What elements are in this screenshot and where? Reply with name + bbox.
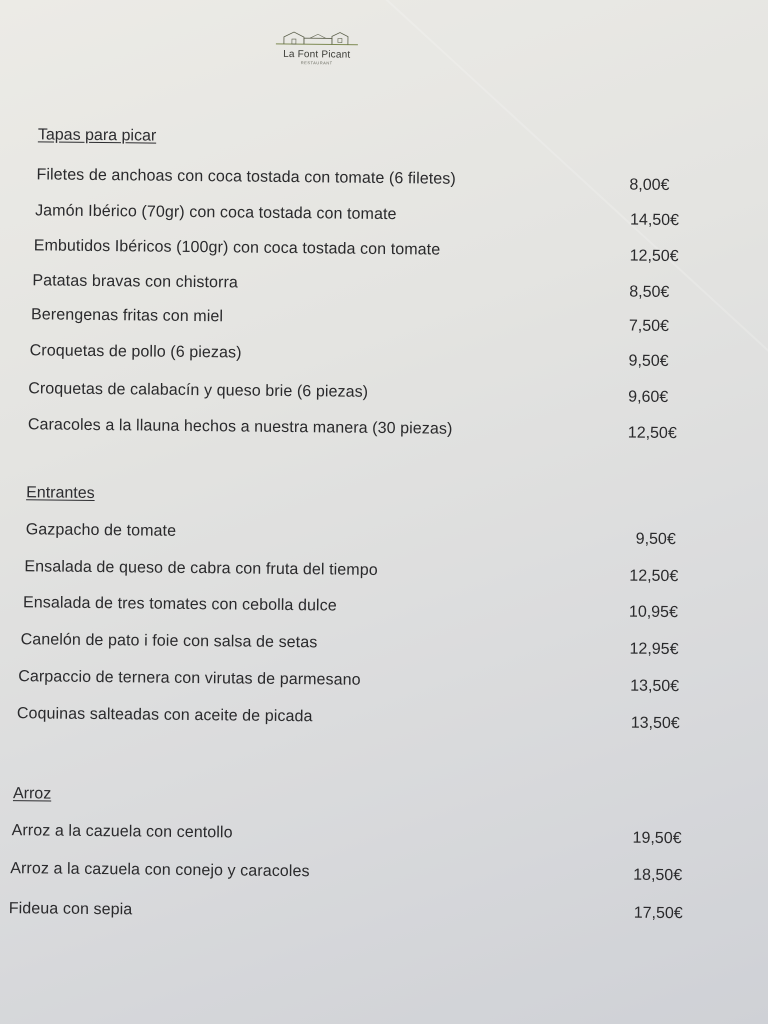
menu-item: Ensalada de queso de cabra con fruta del tiempo (24, 558, 378, 579)
menu-item: Canelón de pato i foie con salsa de setas (20, 631, 318, 652)
restaurant-name: La Font Picant (283, 48, 351, 61)
menu-item: Arroz a la cazuela con conejo y caracoles (10, 860, 310, 881)
menu-item: Croquetas de calabacín y queso brie (6 piezas) (28, 380, 369, 401)
restaurant-logo (267, 29, 367, 66)
menu-item-price: 7,50€ (628, 317, 670, 335)
menu-item-price: 13,50€ (630, 677, 680, 696)
section-title-arroz: Arroz (12, 785, 52, 803)
paper-fold (385, 0, 768, 693)
menu-item-price: 12,95€ (629, 640, 679, 659)
menu-item-price: 17,50€ (633, 904, 683, 923)
menu-item: Croquetas de pollo (6 piezas) (29, 342, 242, 362)
section-title-entrantes: Entrantes (26, 484, 95, 502)
section-title-tapas: Tapas para picar (37, 126, 157, 145)
menu-item-price: 19,50€ (632, 829, 682, 848)
menu-item-price: 10,95€ (628, 603, 678, 622)
menu-item: Berengenas fritas con miel (30, 306, 224, 326)
menu-item-price: 18,50€ (633, 866, 683, 885)
menu-item: Jamón Ibérico (70gr) con coca tostada con tomate (35, 202, 397, 224)
menu-item-price: 9,60€ (628, 388, 669, 406)
menu-item: Ensalada de tres tomates con cebolla dulce (22, 594, 337, 615)
menu-item-price: 14,50€ (629, 211, 680, 230)
menu-item-price: 8,50€ (629, 283, 670, 301)
menu-item: Gazpacho de tomate (25, 521, 177, 540)
menu-item: Embutidos Ibéricos (100gr) con coca tostada con tomate (33, 237, 441, 259)
menu-item: Fideua con sepia (8, 900, 133, 919)
house-logo-icon (274, 29, 360, 48)
menu-item-price: 8,00€ (629, 176, 670, 194)
menu-item-price: 12,50€ (627, 424, 677, 443)
menu-item: Arroz a la cazuela con centollo (11, 822, 233, 842)
menu-item: Carpaccio de ternera con virutas de parmesano (18, 668, 361, 689)
menu-item-price: 12,50€ (629, 247, 679, 266)
menu-item-price: 9,50€ (635, 530, 676, 549)
menu-item-price: 12,50€ (629, 567, 679, 586)
menu-item: Patatas bravas con chistorra (32, 272, 239, 292)
menu-item: Coquinas salteadas con aceite de picada (16, 705, 313, 726)
menu-item-price: 9,50€ (628, 352, 669, 370)
menu-item: Filetes de anchoas con coca tostada con tomate (6 filetes) (36, 166, 456, 188)
restaurant-subtitle: RESTAURANT (300, 60, 333, 66)
menu-item: Caracoles a la llauna hechos a nuestra manera (30 piezas) (27, 416, 453, 438)
menu-item-price: 13,50€ (630, 714, 680, 733)
